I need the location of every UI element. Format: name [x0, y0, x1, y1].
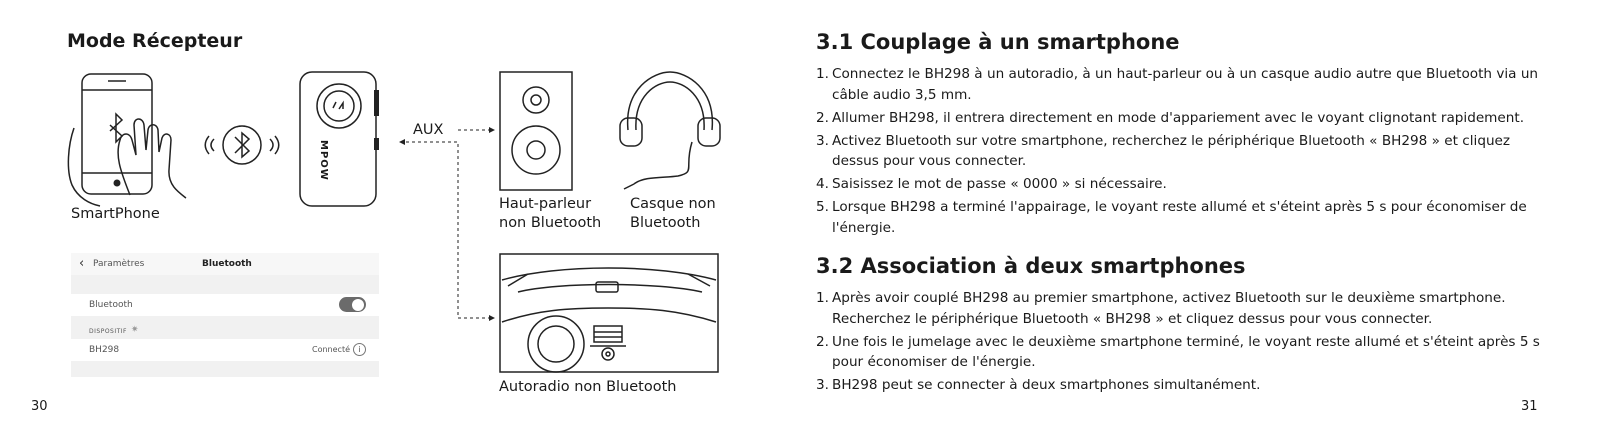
list-item: 4. Saisissez le mot de passe « 0000 » si nécessaire. [816, 176, 1167, 192]
device-brand-logo: MPOW [318, 140, 329, 181]
info-icon[interactable]: i [353, 343, 366, 356]
speaker-label-1: Haut-parleur [499, 196, 592, 212]
list-item: 2. Une fois le jumelage avec le deuxième smartphone terminé, le voyant reste allumé et s'éteint après 5 s pour économiser de l'énergie. [816, 333, 1540, 370]
bluetooth-settings-panel [71, 253, 379, 377]
device-row[interactable] [71, 339, 379, 361]
bluetooth-toggle[interactable] [339, 297, 366, 312]
section2-steps [816, 288, 1541, 398]
left-page-title: Mode Récepteur [67, 30, 243, 52]
settings-header [71, 253, 379, 275]
smartphone-hand-illustration [60, 70, 210, 210]
section2-title: 3.2 Association à deux smartphones [816, 254, 1246, 278]
settings-title: Bluetooth [202, 259, 252, 269]
section1-steps [816, 64, 1541, 241]
back-chevron-icon[interactable]: ‹ [79, 256, 85, 271]
headset-illustration [614, 68, 724, 192]
aux-connector-lines [396, 120, 500, 325]
list-item: 5. Lorsque BH298 a terminé l'appairage, le voyant reste allumé et s'éteint après 5 s pour économiser de l'énergie. [816, 199, 1527, 236]
speaker-illustration [498, 70, 576, 192]
receiver-device-illustration [296, 68, 386, 210]
list-item: 1. Après avoir couplé BH298 au premier smartphone, activez Bluetooth sur le deuxième smartphone. Recherchez le périphérique Bluetooth « BH298 » et cliquez dessus pour vous connecter. [816, 290, 1506, 327]
section1-title: 3.1 Couplage à un smartphone [816, 30, 1180, 54]
device-name: BH298 [89, 345, 120, 355]
device-status: Connecté [312, 345, 350, 354]
bluetooth-row-label: Bluetooth [89, 300, 133, 310]
headset-label-2: Bluetooth [630, 215, 701, 231]
list-item: 3. BH298 peut se connecter à deux smartphones simultanément. [816, 377, 1261, 393]
device-section-label: DISPOSITIF [89, 328, 128, 335]
smartphone-label: SmartPhone [71, 206, 160, 222]
list-item: 3. Activez Bluetooth sur votre smartphone, recherchez le périphérique Bluetooth « BH298 » et cliquez dessus pour vous connecter. [816, 132, 1511, 169]
headset-label-1: Casque non [630, 196, 716, 212]
bluetooth-signal-icon [200, 120, 286, 170]
bluetooth-toggle-row [71, 294, 379, 316]
loading-spinner-icon: ✷ [131, 325, 139, 335]
speaker-label-2: non Bluetooth [499, 215, 602, 231]
list-item: 2. Allumer BH298, il entrera directement en mode d'appariement avec le voyant clignotant rapidement. [816, 109, 1525, 126]
list-item: 1. Connectez le BH298 à un autoradio, à un haut-parleur ou à un casque audio autre que Bluetooth via un câble audio 3,5 mm. [816, 66, 1539, 103]
back-label[interactable]: Paramètres [93, 259, 145, 269]
car-label: Autoradio non Bluetooth [499, 379, 677, 395]
page-number-left: 30 [31, 399, 48, 414]
aux-label: AUX [413, 122, 444, 138]
car-dashboard-illustration [498, 252, 720, 374]
page-number-right: 31 [1521, 399, 1538, 414]
